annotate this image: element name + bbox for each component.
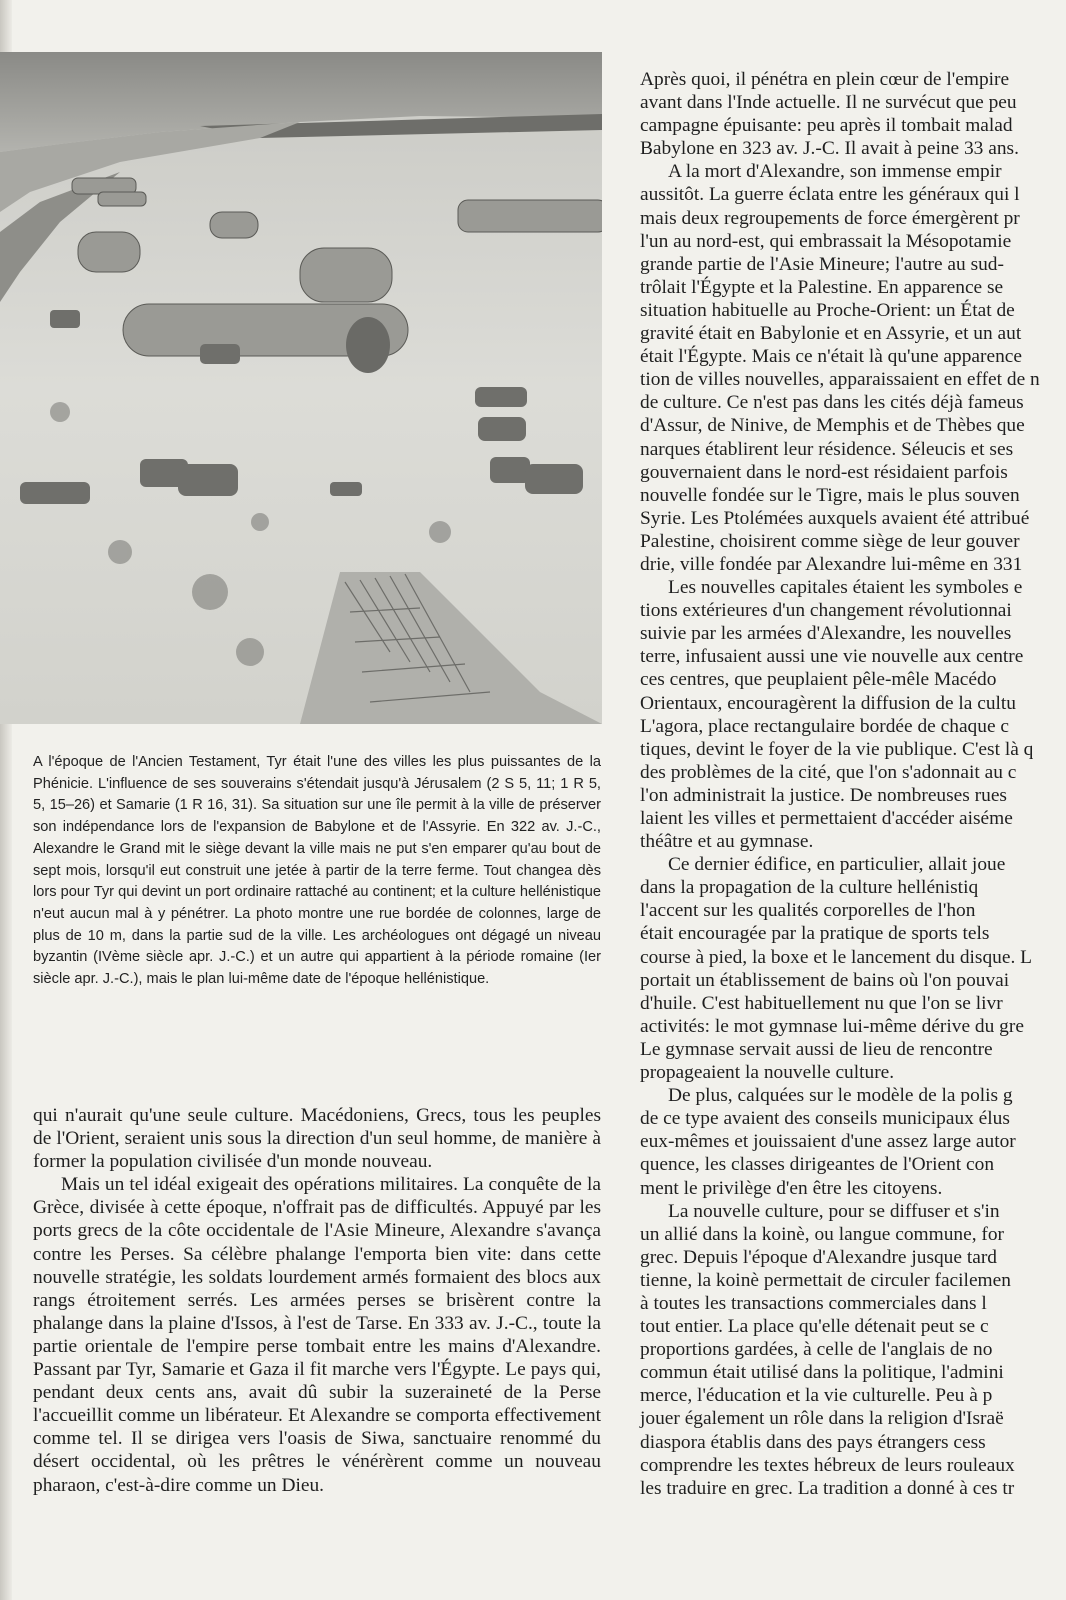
text-line: dans la propagation de la culture hellénistiq [640, 877, 979, 899]
text-line: de ce type avaient des conseils municipaux élus [640, 1108, 1010, 1130]
text-line: La nouvelle culture, pour se diffuser et s'in [668, 1200, 1000, 1222]
text-line: gouvernaient dans le nord-est résidaient parfois [640, 461, 1008, 483]
text-line: tienne, la koinè permettait de circuler facilemen [640, 1269, 1011, 1291]
text-line: l'accent sur les qualités corporelles de l'hon [640, 900, 976, 922]
text-line: grande partie de l'Asie Mineure; l'autre au sud- [640, 253, 1004, 275]
right-text-column [640, 68, 1066, 1500]
text-line: Ce dernier édifice, en particulier, allait joue [668, 854, 1006, 876]
text-line: proportions gardées, à celle de l'anglais de no [640, 1339, 993, 1361]
text-line: portait un établissement de bains où l'on pouvai [640, 969, 1010, 991]
text-line: l'on administrait la justice. De nombreuses rues [640, 784, 1007, 806]
text-line: Palestine, choisirent comme siège de leur gouver [640, 530, 1020, 552]
colonnade-ruins-image [0, 52, 602, 724]
text-line: merce, l'éducation et la vie culturelle. Peu à p [640, 1385, 993, 1407]
text-line: Après quoi, il pénétra en plein cœur de l'empire [640, 69, 1010, 90]
text-line: était encouragée par la pratique de sports tels [640, 923, 990, 945]
text-line: tions extérieures d'un changement révolutionnai [640, 600, 1012, 622]
text-line: était l'Égypte. Mais ce n'était là qu'une apparence [640, 346, 1022, 368]
text-line: à toutes les transactions commerciales dans l [640, 1292, 987, 1314]
text-line: quence, les classes dirigeantes de l'Orient con [640, 1154, 995, 1176]
text-line: tiques, devint le foyer de la vie publique. C'est là q [640, 738, 1034, 760]
text-line: Syrie. Les Ptolémées auxquels avaient été attribué [640, 507, 1030, 529]
text-line: avant dans l'Inde actuelle. Il ne survécut que peu [640, 92, 1017, 114]
text-line: tout entier. La place qu'elle détenait peut se c [640, 1316, 989, 1338]
body-paragraph: Mais un tel idéal exigeait des opérations militaires. La conquête de la Grèce, divisée à cette époque, n'offrait pas de difficultés. Appuyé par les ports grecs de la côte occidentale de l'Asie Mineure, Alexandre s'avança contre les Perses. Sa célèbre phalange l'emporta bien vite: dans cette nouvelle stratégie, les soldats lourdement armés formaient des blocs aux rangs étroitement serrés. Les armées perses se brisèrent contre la phalange dans la plaine d'Issos, à l'est de Tarse. En 333 av. J.-C., toute la partie orientale de l'empire perse tombait entre les mains d'Alexandre. Passant par Tyr, Samarie et Gaza il fit marche vers l'Égypte. Le pays qui, pendant deux cents ans, avait dû subir la suzeraineté de la Perse l'accueillit comme un libérateur. Et Alexandre se comporta effectivement comme tel. Il se dirigea vers l'oasis de Siwa, sanctuaire renommé du désert occidental, où les prêtres le vénérèrent comme un nouveau pharaon, c'est-à-dire comme un Dieu. [33, 1174, 601, 1496]
text-line: situation habituelle au Proche-Orient: un État de [640, 299, 1015, 321]
text-line: commun était utilisé dans la politique, l'admini [640, 1362, 1004, 1384]
text-line: activités: le mot gymnase lui-même dérive du gre [640, 1015, 1024, 1037]
text-line: Babylone en 323 av. J.-C. Il avait à peine 33 ans. [640, 138, 1019, 160]
text-line: grec. Depuis l'époque d'Alexandre jusque tard [640, 1246, 997, 1268]
text-line: course à pied, la boxe et le lancement du disque. L [640, 946, 1032, 968]
text-line: comprendre les textes hébreux de leurs rouleaux [640, 1454, 1015, 1476]
body-paragraph: qui n'aurait qu'une seule culture. Macédoniens, Grecs, tous les peuples de l'Orient, seraient unis sous la direction d'un seul homme, de manière à former la population civilisée d'un monde nouveau. [33, 1105, 601, 1173]
left-text-column [33, 1104, 601, 1497]
text-line: A la mort d'Alexandre, son immense empir [668, 161, 1002, 183]
text-line: Le gymnase servait aussi de lieu de rencontre [640, 1038, 993, 1060]
text-line: aussitôt. La guerre éclata entre les généraux qui l [640, 184, 1020, 206]
text-line: narques établirent leur résidence. Séleucis et ses [640, 438, 1014, 460]
text-line: ment le privilège d'en être les citoyens. [640, 1177, 943, 1199]
text-line: les traduire en grec. La tradition a donné à ces tr [640, 1477, 1015, 1499]
text-line: propageaient la nouvelle culture. [640, 1062, 895, 1084]
text-line: drie, ville fondée par Alexandre lui-même en 331 [640, 553, 1023, 575]
text-line: laient les villes et permettaient d'accéder aiséme [640, 808, 1013, 829]
text-line: tion de villes nouvelles, apparaissaient en effet de n [640, 369, 1040, 391]
text-line: mais deux regroupements de force émergèrent pr [640, 207, 1020, 229]
text-line: Les nouvelles capitales étaient les symboles e [668, 577, 1023, 599]
text-line: l'un au nord-est, qui embrassait la Mésopotamie [640, 230, 1012, 252]
text-line: des problèmes de la cité, que l'on s'adonnait au c [640, 761, 1017, 783]
text-line: terre, infusaient aussi une vie nouvelle aux centre [640, 646, 1024, 668]
text-line: ces centres, que peuplaient pêle-mêle Macédo [640, 669, 997, 691]
text-line: d'Assur, de Ninive, de Memphis et de Thèbes que [640, 415, 1025, 437]
text-line: L'agora, place rectangulaire bordée de chaque c [640, 715, 1009, 737]
text-line: de culture. Ce n'est pas dans les cités déjà fameus [640, 392, 1024, 414]
ruins-photograph [0, 52, 602, 724]
photo-caption: A l'époque de l'Ancien Testament, Tyr était l'une des villes les plus puissantes de la Phénicie. L'influence de ses souverains s'étendait jusqu'à Jérusalem (2 S 5, 11; 1 R 5, 5, 15–26) et Samarie (1 R 16, 31). Sa situation sur une île permit à la ville de préserver son indépendance lors de l'expansion de Babylone et de l'Assyrie. En 322 av. J.-C., Alexandre le Grand mit le siège devant la ville mais ne put s'en emparer qu'au bout de sept mois, lorsqu'il eut construit une jetée à partir de la terre ferme. Tout changea dès lors pour Tyr qui devint un port ordinaire rattaché au continent; et la culture hellénistique n'eut aucun mal à y pénétrer. La photo montre une rue bordée de colonnes, large de plus de 10 m, dans la partie sud de la ville. Les archéologues ont dégagé un niveau byzantin (IVème siècle apr. J.-C.) et un autre qui appartient à la période romaine (Ier siècle apr. J.-C.), mais le plan lui-même date de l'époque hellénistique. [33, 754, 601, 988]
text-line: nouvelle fondée sur le Tigre, mais le plus souven [640, 484, 1020, 506]
text-line: un allié dans la koinè, ou langue commune, for [640, 1223, 1005, 1245]
text-line: trôlait l'Égypte et la Palestine. En apparence se [640, 276, 1004, 298]
text-line: De plus, calquées sur le modèle de la polis g [668, 1085, 1013, 1107]
text-line: Orientaux, encouragèrent la diffusion de la cultu [640, 692, 1017, 714]
text-line: jouer également un rôle dans la religion d'Israë [640, 1408, 1004, 1430]
text-line: gravité était en Babylonie et en Assyrie, et un aut [640, 323, 1022, 345]
text-line: eux-mêmes et jouissaient d'une assez large autor [640, 1131, 1016, 1153]
text-line: campagne épuisante: peu après il tombait malad [640, 115, 1013, 137]
text-line: suivie par les armées d'Alexandre, les nouvelles [640, 623, 1012, 645]
text-line: théâtre et au gymnase. [640, 831, 814, 853]
text-line: diaspora établis dans des pays étrangers cess [640, 1431, 986, 1453]
text-line: d'huile. C'est habituellement nu que l'on se livr [640, 992, 1003, 1014]
